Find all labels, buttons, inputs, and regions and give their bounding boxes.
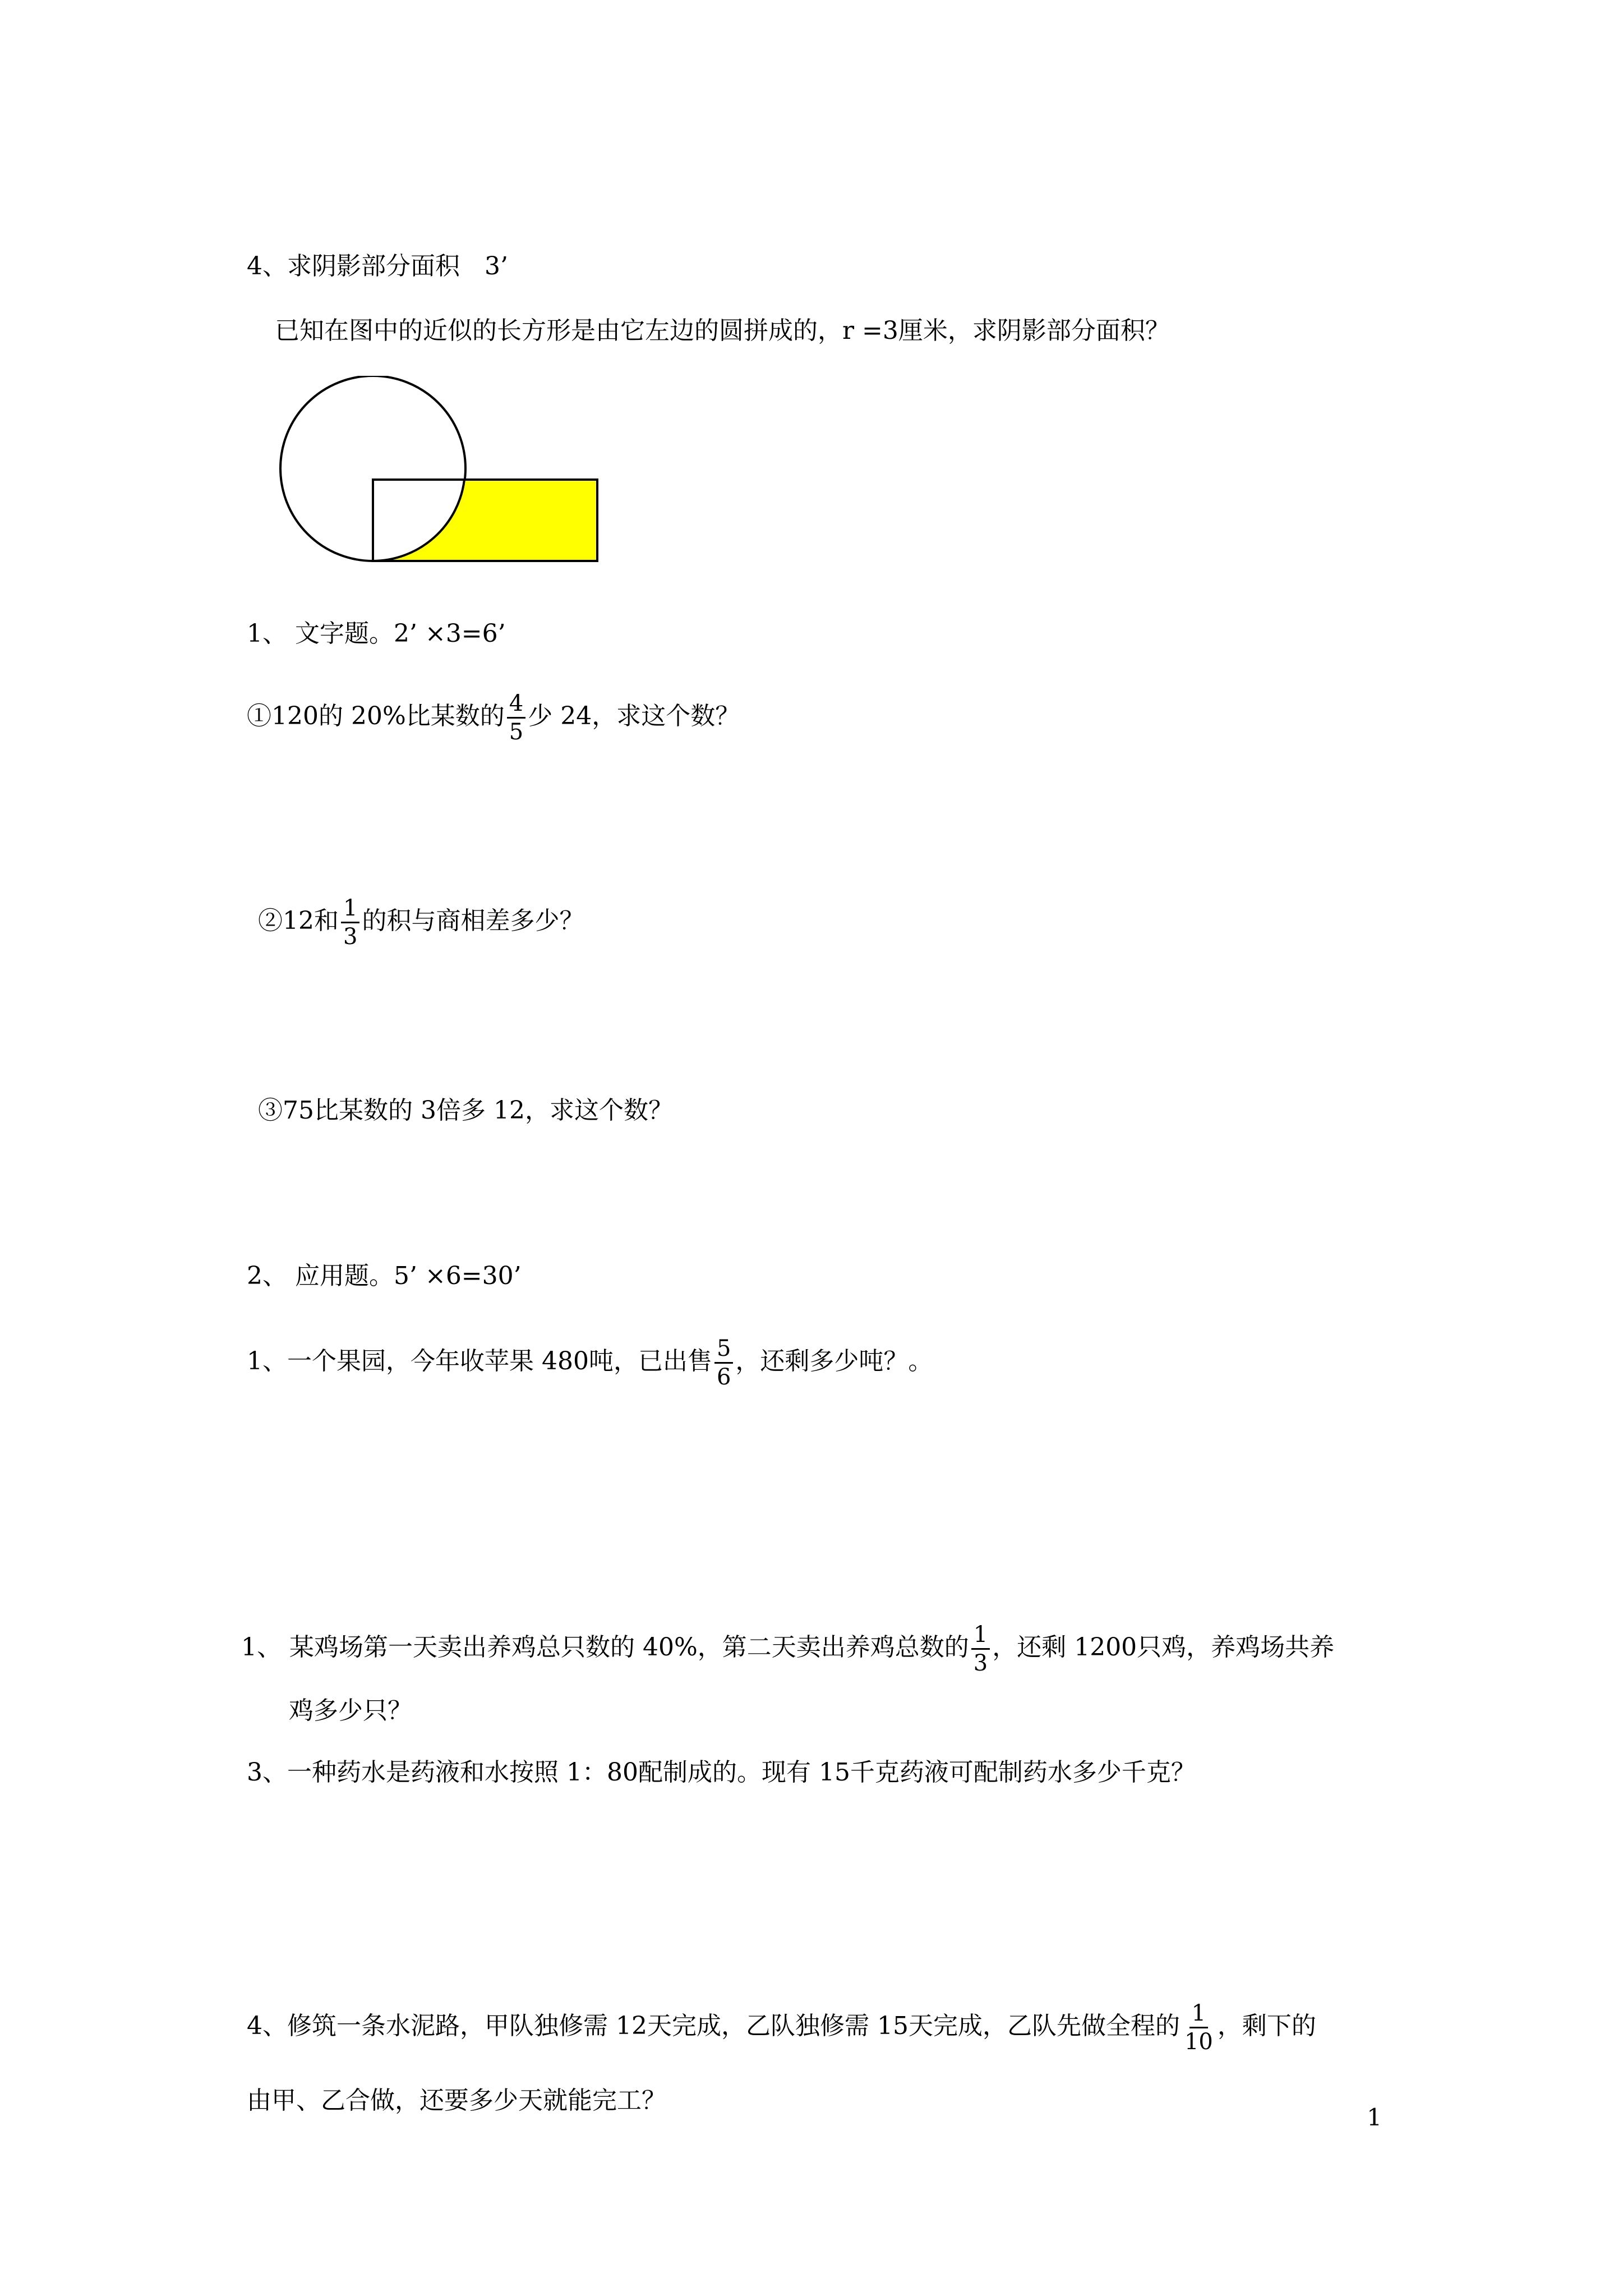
fraction-one-tenth bbox=[1182, 2000, 1215, 2055]
fraction-one-third bbox=[341, 895, 359, 950]
q1-pre: ①120的 20%比某数的 bbox=[247, 702, 505, 730]
word-problems-title: 1、 文字题。2’ ×3=6’ bbox=[247, 619, 506, 648]
q1-numerator: 4 bbox=[507, 690, 525, 719]
p2-post: ，还剩 1200只鸡，养鸡场共养 bbox=[992, 1633, 1335, 1662]
p2-pre: 1、 某鸡场第一天卖出养鸡总只数的 40%，第二天卖出养鸡总数的 bbox=[241, 1633, 969, 1662]
p1-pre: 1、一个果园，今年收苹果 480吨，已出售 bbox=[247, 1347, 712, 1375]
section-title: 4、求阴影部分面积 3’ bbox=[247, 252, 508, 280]
p4-denominator: 10 bbox=[1184, 2029, 1213, 2055]
q1-denominator: 5 bbox=[509, 719, 524, 745]
applied-problem-2 bbox=[241, 1621, 1334, 1677]
applied-problem-4-cont: 由甲、乙合做，还要多少天就能完工？ bbox=[247, 2086, 666, 2115]
p1-denominator: 6 bbox=[716, 1364, 731, 1390]
word-problem-3: ③75比某数的 3倍多 12，求这个数？ bbox=[258, 1096, 673, 1125]
applied-problem-1 bbox=[247, 1335, 933, 1391]
q2-denominator: 3 bbox=[343, 924, 358, 950]
fraction-four-fifths bbox=[507, 690, 525, 746]
p1-numerator: 5 bbox=[714, 1335, 733, 1364]
word-problem-1 bbox=[247, 690, 740, 746]
word-problem-2 bbox=[258, 895, 584, 950]
applied-problem-2-cont: 鸡多少只？ bbox=[289, 1696, 412, 1725]
p4-post: ，剩下的 bbox=[1217, 2012, 1316, 2040]
section-description: 已知在图中的近似的长方形是由它左边的圆拼成的，r =3厘米，求阴影部分面积？ bbox=[275, 316, 1170, 345]
p2-denominator: 3 bbox=[973, 1650, 988, 1676]
q2-pre: ②12和 bbox=[258, 907, 339, 935]
q2-numerator: 1 bbox=[341, 895, 359, 923]
page-number: 1 bbox=[1367, 2104, 1382, 2131]
q1-post: 少 24，求这个数？ bbox=[528, 702, 740, 730]
p2-numerator: 1 bbox=[971, 1621, 990, 1650]
p4-numerator: 1 bbox=[1189, 2000, 1208, 2028]
applied-problem-4 bbox=[247, 2000, 1316, 2055]
fraction-one-third-2 bbox=[971, 1621, 990, 1677]
applied-problems-title: 2、 应用题。5’ ×6=30’ bbox=[247, 1262, 522, 1290]
shaded-area-figure bbox=[278, 376, 614, 578]
fraction-five-sixths bbox=[714, 1335, 733, 1391]
p1-post: ，还剩多少吨？。 bbox=[735, 1347, 933, 1375]
applied-problem-3: 3、一种药水是药液和水按照 1：80配制成的。现有 15千克药液可配制药水多少千克？ bbox=[247, 1758, 1196, 1787]
q2-post: 的积与商相差多少？ bbox=[362, 907, 584, 935]
p4-pre: 4、修筑一条水泥路，甲队独修需 12天完成，乙队独修需 15天完成，乙队先做全程的 bbox=[247, 2012, 1180, 2040]
